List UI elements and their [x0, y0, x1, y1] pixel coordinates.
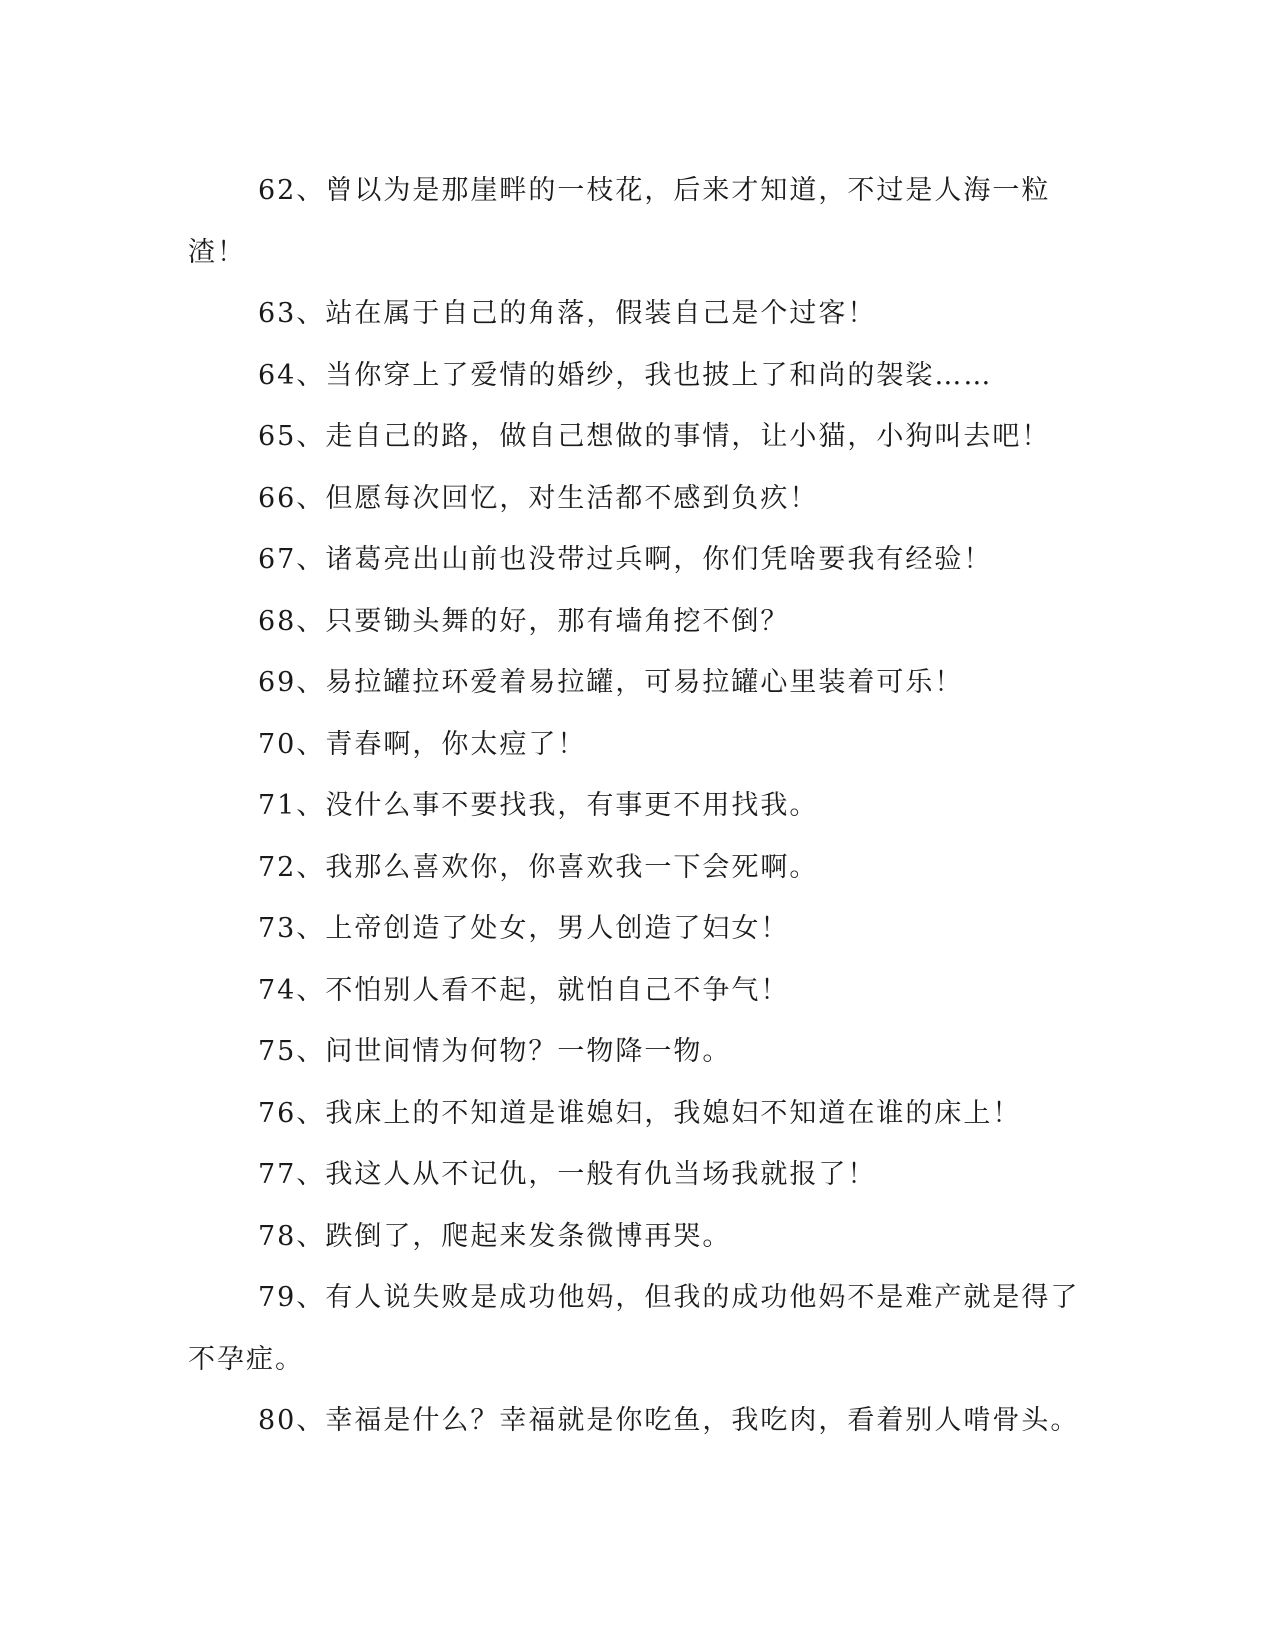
item-text: 但愿每次回忆，对生活都不感到负疚！: [325, 482, 819, 514]
document-body: [188, 160, 1088, 1452]
item-text: 跌倒了，爬起来发条微博再哭。: [325, 1220, 732, 1252]
item-text: 曾以为是那崖畔的一枝花，后来才知道，不过是人海一粒渣！: [188, 175, 1051, 268]
item-number: 63、: [258, 298, 326, 329]
item-text: 当你穿上了爱情的婚纱，我也披上了和尚的袈裟……: [325, 359, 993, 391]
paragraph: [188, 283, 1088, 345]
paragraph: [188, 1390, 1088, 1452]
item-number: 71、: [258, 790, 326, 821]
item-number: 79、: [258, 1282, 326, 1313]
item-number: 70、: [258, 728, 326, 760]
item-text: 有人说失败是成功他妈，但我的成功他妈不是难产就是得了不孕症。: [188, 1282, 1080, 1375]
item-number: 67、: [258, 544, 326, 575]
paragraph: [188, 160, 1088, 283]
paragraph: [188, 960, 1088, 1022]
item-text: 诸葛亮出山前也没带过兵啊，你们凭啥要我有经验！: [325, 544, 993, 575]
paragraph: [188, 1144, 1088, 1206]
paragraph: [188, 1021, 1088, 1083]
item-text: 易拉罐拉环爱着易拉罐，可易拉罐心里装着可乐！: [325, 667, 964, 698]
paragraph: [188, 1083, 1088, 1145]
item-number: 72、: [258, 851, 326, 883]
item-number: 66、: [258, 482, 326, 514]
paragraph: [188, 898, 1088, 960]
paragraph: [188, 1206, 1088, 1268]
item-text: 问世间情为何物？一物降一物。: [325, 1036, 732, 1067]
item-text: 我这人从不记仇，一般有仇当场我就报了！: [325, 1159, 877, 1190]
item-text: 我那么喜欢你，你喜欢我一下会死啊。: [325, 851, 819, 883]
item-number: 73、: [258, 913, 326, 944]
paragraph: [188, 775, 1088, 837]
item-text: 幸福是什么？幸福就是你吃鱼，我吃肉，看着别人啃骨头。: [325, 1405, 1080, 1436]
item-number: 77、: [258, 1159, 326, 1190]
paragraph: [188, 591, 1088, 653]
item-number: 65、: [258, 421, 326, 452]
item-text: 青春啊，你太痘了！: [325, 728, 587, 760]
item-number: 69、: [258, 667, 326, 698]
paragraph: [188, 529, 1088, 591]
item-text: 我床上的不知道是谁媳妇，我媳妇不知道在谁的床上！: [325, 1097, 1022, 1129]
paragraph: [188, 714, 1088, 776]
paragraph: [188, 837, 1088, 899]
paragraph: [188, 406, 1088, 468]
item-text: 站在属于自己的角落，假装自己是个过客！: [325, 298, 877, 329]
item-text: 不怕别人看不起，就怕自己不争气！: [325, 974, 790, 1006]
item-number: 64、: [258, 359, 326, 391]
paragraph: [188, 1267, 1088, 1390]
item-number: 74、: [258, 974, 326, 1006]
item-text: 走自己的路，做自己想做的事情，让小猫，小狗叫去吧！: [325, 421, 1051, 452]
item-number: 75、: [258, 1036, 326, 1067]
item-text: 没什么事不要找我，有事更不用找我。: [325, 790, 819, 821]
item-number: 62、: [258, 175, 326, 206]
item-number: 76、: [258, 1097, 326, 1129]
paragraph: [188, 468, 1088, 530]
paragraph: [188, 345, 1088, 407]
item-text: 上帝创造了处女，男人创造了妇女！: [325, 913, 790, 944]
item-number: 80、: [258, 1405, 326, 1436]
item-text: 只要锄头舞的好，那有墙角挖不倒？: [325, 605, 790, 637]
paragraph: [188, 652, 1088, 714]
item-number: 78、: [258, 1220, 326, 1252]
item-number: 68、: [258, 605, 326, 637]
